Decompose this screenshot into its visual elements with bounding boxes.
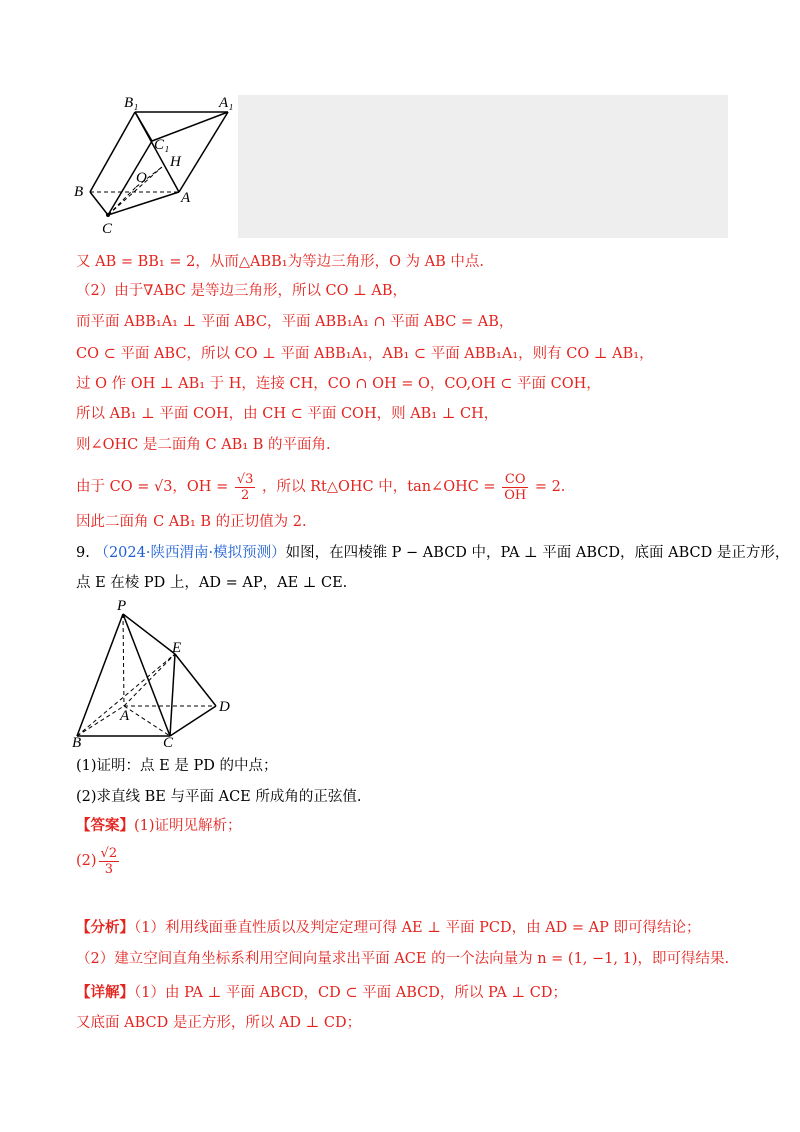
pyramid-figure <box>66 596 241 748</box>
solution-part2-line-1: （2）由于∇ABC 是等边三角形，所以 CO ⊥ AB， <box>76 283 408 299</box>
answer-text-2: (2) <box>76 853 97 869</box>
solution-part2-line-7 <box>76 470 565 504</box>
label-B1: B₁ <box>124 95 139 111</box>
fraction-sqrt2-over-3 <box>99 846 120 877</box>
frac-den: 2 <box>240 487 250 503</box>
solution-part2-line-5: 所以 AB₁ ⊥ 平面 COH，由 CH ⊂ 平面 COH，则 AB₁ ⊥ CH， <box>76 406 499 422</box>
frac-num: √3 <box>236 471 254 487</box>
analysis-tag: 【分析】 <box>76 919 134 936</box>
label-E: E <box>172 640 182 656</box>
answer-text-1: (1)证明见解析； <box>134 818 242 834</box>
label-C: C <box>163 735 174 748</box>
analysis-text-1: （1）利用线面垂直性质以及判定定理可得 AE ⊥ 平面 PCD，由 AD = AP 即可得结论； <box>134 920 701 936</box>
problem-number: 9. <box>76 545 90 561</box>
problem-9-line-2: 点 E 在棱 PD 上，AD = AP，AE ⊥ CE. <box>76 575 348 591</box>
label-A: A <box>120 708 130 724</box>
analysis-line-1 <box>76 918 701 938</box>
frac2-den: OH <box>504 487 527 503</box>
solution-part2-line-4: 过 O 作 OH ⊥ AB₁ 于 H，连接 CH，CO ∩ OH = O，CO,OH ⊂ 平面 COH， <box>76 376 601 392</box>
label-H: H <box>170 154 181 170</box>
answer-line <box>76 816 242 836</box>
analysis-line-2: （2）建立空间直角坐标系利用空间向量求出平面 ACE 的一个法向量为 n = (1, −1, 1)，即可得结果. <box>76 951 730 967</box>
label-B: B <box>72 735 82 748</box>
fraction-sqrt3-over-2 <box>235 472 256 503</box>
problem-9-line-1 <box>76 543 789 563</box>
label-B: B <box>74 184 84 200</box>
label-O: O <box>136 170 147 186</box>
question-1: (1)证明：点 E 是 PD 的中点； <box>76 758 278 774</box>
detail-tag: 【详解】 <box>76 984 134 1001</box>
solution-part2-line-8: 因此二面角 C AB₁ B 的正切值为 2. <box>76 514 307 530</box>
solution-part2-line-2: 而平面 ABB₁A₁ ⊥ 平面 ABC，平面 ABB₁A₁ ∩ 平面 ABC = AB， <box>76 314 514 330</box>
prism-figure <box>66 92 238 238</box>
label-A1: A₁ <box>219 95 234 111</box>
solution-line-1: 又 AB = BB₁ = 2，从而△ABB₁为等边三角形，O 为 AB 中点. <box>76 254 485 270</box>
label-C: C <box>102 221 113 237</box>
detail-line-2: 又底面 ABCD 是正方形，所以 AD ⊥ CD； <box>76 1015 362 1031</box>
answer-tag: 【答案】 <box>76 817 134 834</box>
fraction-co-over-oh <box>502 472 528 503</box>
detail-line-1 <box>76 983 567 1003</box>
figure-placeholder-panel <box>234 95 728 238</box>
label-C1: C₁ <box>154 137 170 153</box>
label-A: A <box>181 190 191 206</box>
solution-part2-line-3: CO ⊂ 平面 ABC，所以 CO ⊥ 平面 ABB₁A₁，AB₁ ⊂ 平面 ABB₁A₁，则有 CO ⊥ AB₁， <box>76 346 654 362</box>
label-D: D <box>219 699 230 715</box>
answer-line-2 <box>76 844 121 878</box>
problem-text-1: 如图，在四棱锥 P − ABCD 中，PA ⊥ 平面 ABCD，底面 ABCD 是正方形， <box>285 545 790 561</box>
solution-part2-line-6: 则∠OHC 是二面角 C AB₁ B 的平面角. <box>76 437 331 453</box>
line7-suffix: = 2. <box>534 479 566 495</box>
detail-text-1: （1）由 PA ⊥ 平面 ABCD，CD ⊂ 平面 ABCD，所以 PA ⊥ CD； <box>134 985 567 1001</box>
problem-source: （2024·陕西渭南·模拟预测） <box>94 545 286 561</box>
answer-frac-num: √2 <box>100 845 118 861</box>
frac2-num: CO <box>502 472 528 488</box>
label-P: P <box>117 598 127 614</box>
answer-frac-den: 3 <box>104 861 113 877</box>
line7-prefix: 由于 CO = √3，OH = <box>76 479 229 495</box>
line7-mid: ，所以 Rt△OHC 中，tan∠OHC = <box>262 479 496 495</box>
question-2: (2)求直线 BE 与平面 ACE 所成角的正弦值. <box>76 789 362 805</box>
